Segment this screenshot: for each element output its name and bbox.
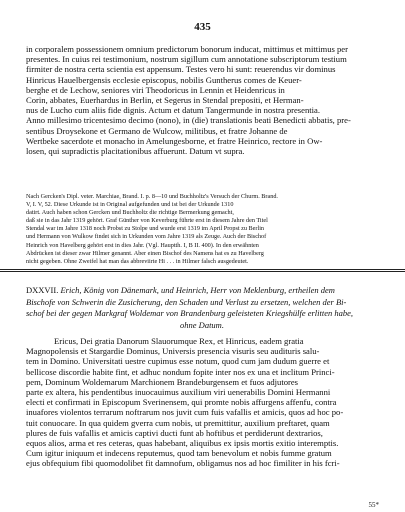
text-line: in corporalem possessionem omnium predictorum bonorum inducat, mittimus et mittimus per <box>26 44 348 54</box>
text-line: Cum igitur iniquum et indecens reputemus, quod tam benevolum et nobis fumme gratum <box>26 448 332 459</box>
text-line: inuafores violentos terrarum noftrarum nos juvit cum fuis vafallis et amicis, quos ad hoc po- <box>26 407 344 418</box>
charter-body-block <box>26 336 378 469</box>
note-line: Heinrich von Havelberg gehört erst in dies Jahr. (Vgl. Hauptth. I, B II. 400). In den erwähnten <box>26 241 259 249</box>
text-line: equos alios, arma et res ceteras, quas habebant, aliquibus ex ipsis mortis exitio interemptis. <box>26 438 339 449</box>
heading-line: Bischofe von Schwerin die Zusicherung, den Schaden und Verlust zu ersetzen, welchen der Bi- <box>26 296 347 307</box>
note-line: Abdrücken ist dieser zwar Hilmer genannt. Aber einen Bischof des Namens hat es zu Havelberg <box>26 249 264 257</box>
note-line: nicht gegeben. Ohne Zweifel hat man das abbreviirte Hi . . . in Hilmer falsch ausgedeutet. <box>26 257 249 265</box>
text-line: ejus obfequium fibi quomodolibet fit damnofum, obligamus nos ad hoc fimiliter in his fcri- <box>26 458 340 469</box>
text-line: nus de Lucho cum aliis fide dignis. Actum et datum Tangermunde in nostra presentia. <box>26 105 320 116</box>
text-line: plures de fuis vafallis et amicis captivi ducti funt ab hoftibus et perdiderunt dextrarios, <box>26 427 323 438</box>
document-number: DXXVII. <box>26 285 59 295</box>
text-line: Ericus, Dei gratia Danorum Slauorumque Rex, et Hinricus, eadem gratia <box>54 336 304 346</box>
text-line: Hinricus Hauelbergensis ecclesie episcopus, nobilis Guntherus comes de Keuer- <box>26 74 302 85</box>
heading-text: Erich, König von Dänemark, und Heinrich, Herr von Meklenburg, ertheilen dem <box>60 285 335 295</box>
text-line: tem in Domino. Universitati uestre cupimus esse notum, quod cum jam dudum guerre et <box>26 356 330 367</box>
note-line: Nach Gercken's Dipl. veter. Marchiae, Brand. I. p. 8—10 und Buchholtz's Versuch der Churm. Brand. <box>26 193 278 200</box>
text-line: Anno millesimo tricentesimo decimo (nono), in (die) translationis beati Benedicti abbatis, pre- <box>26 115 351 126</box>
text-line: sentibus Droysekone et Germano de Wulcow, militibus, et fratre Johanne de <box>26 125 288 136</box>
note-line: daß sie in das Jahr 1319 gehört. Graf Günther von Keverburg führte erst in diesem Jahre den Titel <box>26 217 268 225</box>
document-heading <box>26 285 378 331</box>
text-line: losen, qui supradictis placitationibus affuerunt. Datum vt supra. <box>26 146 245 157</box>
charter-text-block <box>26 44 378 156</box>
note-line: V, I. V, 52. Diese Urkunde ist in Original aufgefunden und ist bei der Urkunde 1310 <box>26 201 234 209</box>
source-note <box>26 193 378 266</box>
text-line: Wertbeke sacerdote et monacho in Amelungesborne, et fratre Heinrico, rectore in Ow- <box>26 135 323 146</box>
signature-mark: 55* <box>368 501 379 509</box>
text-line: presentes. In cuius rei testimonium, nostrum sigillum cum annotatione subscriptorum testium <box>26 54 347 65</box>
heading-line: ohne Datum. <box>180 319 224 330</box>
text-line: parte ex altera, his pendentibus inuocauimus auxilium viri uenerabilis Domini Hermanni <box>26 387 331 398</box>
text-line: Magnopolensis et Stargardie Dominus, Universis presencia visuris seu audituris salu- <box>26 346 320 357</box>
text-line: tuit conuocare. In qua quidem gverra cum nobis, ut premittitur, auxilium preftaret, quam <box>26 417 330 428</box>
note-line: Stendal war im Jahre 1318 noch Probst zu Stolpe und wurde erst 1319 im April Propst zu Berlin <box>26 225 265 233</box>
section-divider <box>0 271 405 272</box>
note-line: und Hermann von Wulkow findet sich in Urkunden vom Jahre 1319 als Zeuge. Auch der Bischof <box>26 233 267 241</box>
page-number: 435 <box>194 21 211 33</box>
note-line: datirt. Auch haben schon Gercken und Buchholtz die richtige Bermerkung gemacht, <box>26 209 234 217</box>
text-line: bellicose discordie habite fint, et adhuc nondum fopite inter nos ex una et inclitum Princi- <box>26 366 335 377</box>
text-line: firmiter de nostra certa scientia est appensum. Testes vero hi sunt: reuerendus vir dominus <box>26 64 336 75</box>
text-line: electi et confirmati in Episcopum Sverinensem, qui promte nobis affurgens affenfu, contra <box>26 397 337 408</box>
text-line: pem, Dominum Woldemarum Marchionem Brandeburgensem et fuos adjutores <box>26 376 299 387</box>
text-line: berghe et de Lechow, seniores viri Theodoricus in Lennin et Heidenricus in <box>26 84 285 95</box>
heading-line <box>26 285 378 297</box>
heading-line: schof bei der gegen Markgraf Woldemar von Brandenburg geleisteten Kriegshülfe erlitten habe, <box>26 308 354 319</box>
section-divider <box>0 269 405 270</box>
text-line: Corin, abbates, Euerhardus in Berlin, et Segerus in Stendal prepositi, et Herman- <box>26 95 304 106</box>
